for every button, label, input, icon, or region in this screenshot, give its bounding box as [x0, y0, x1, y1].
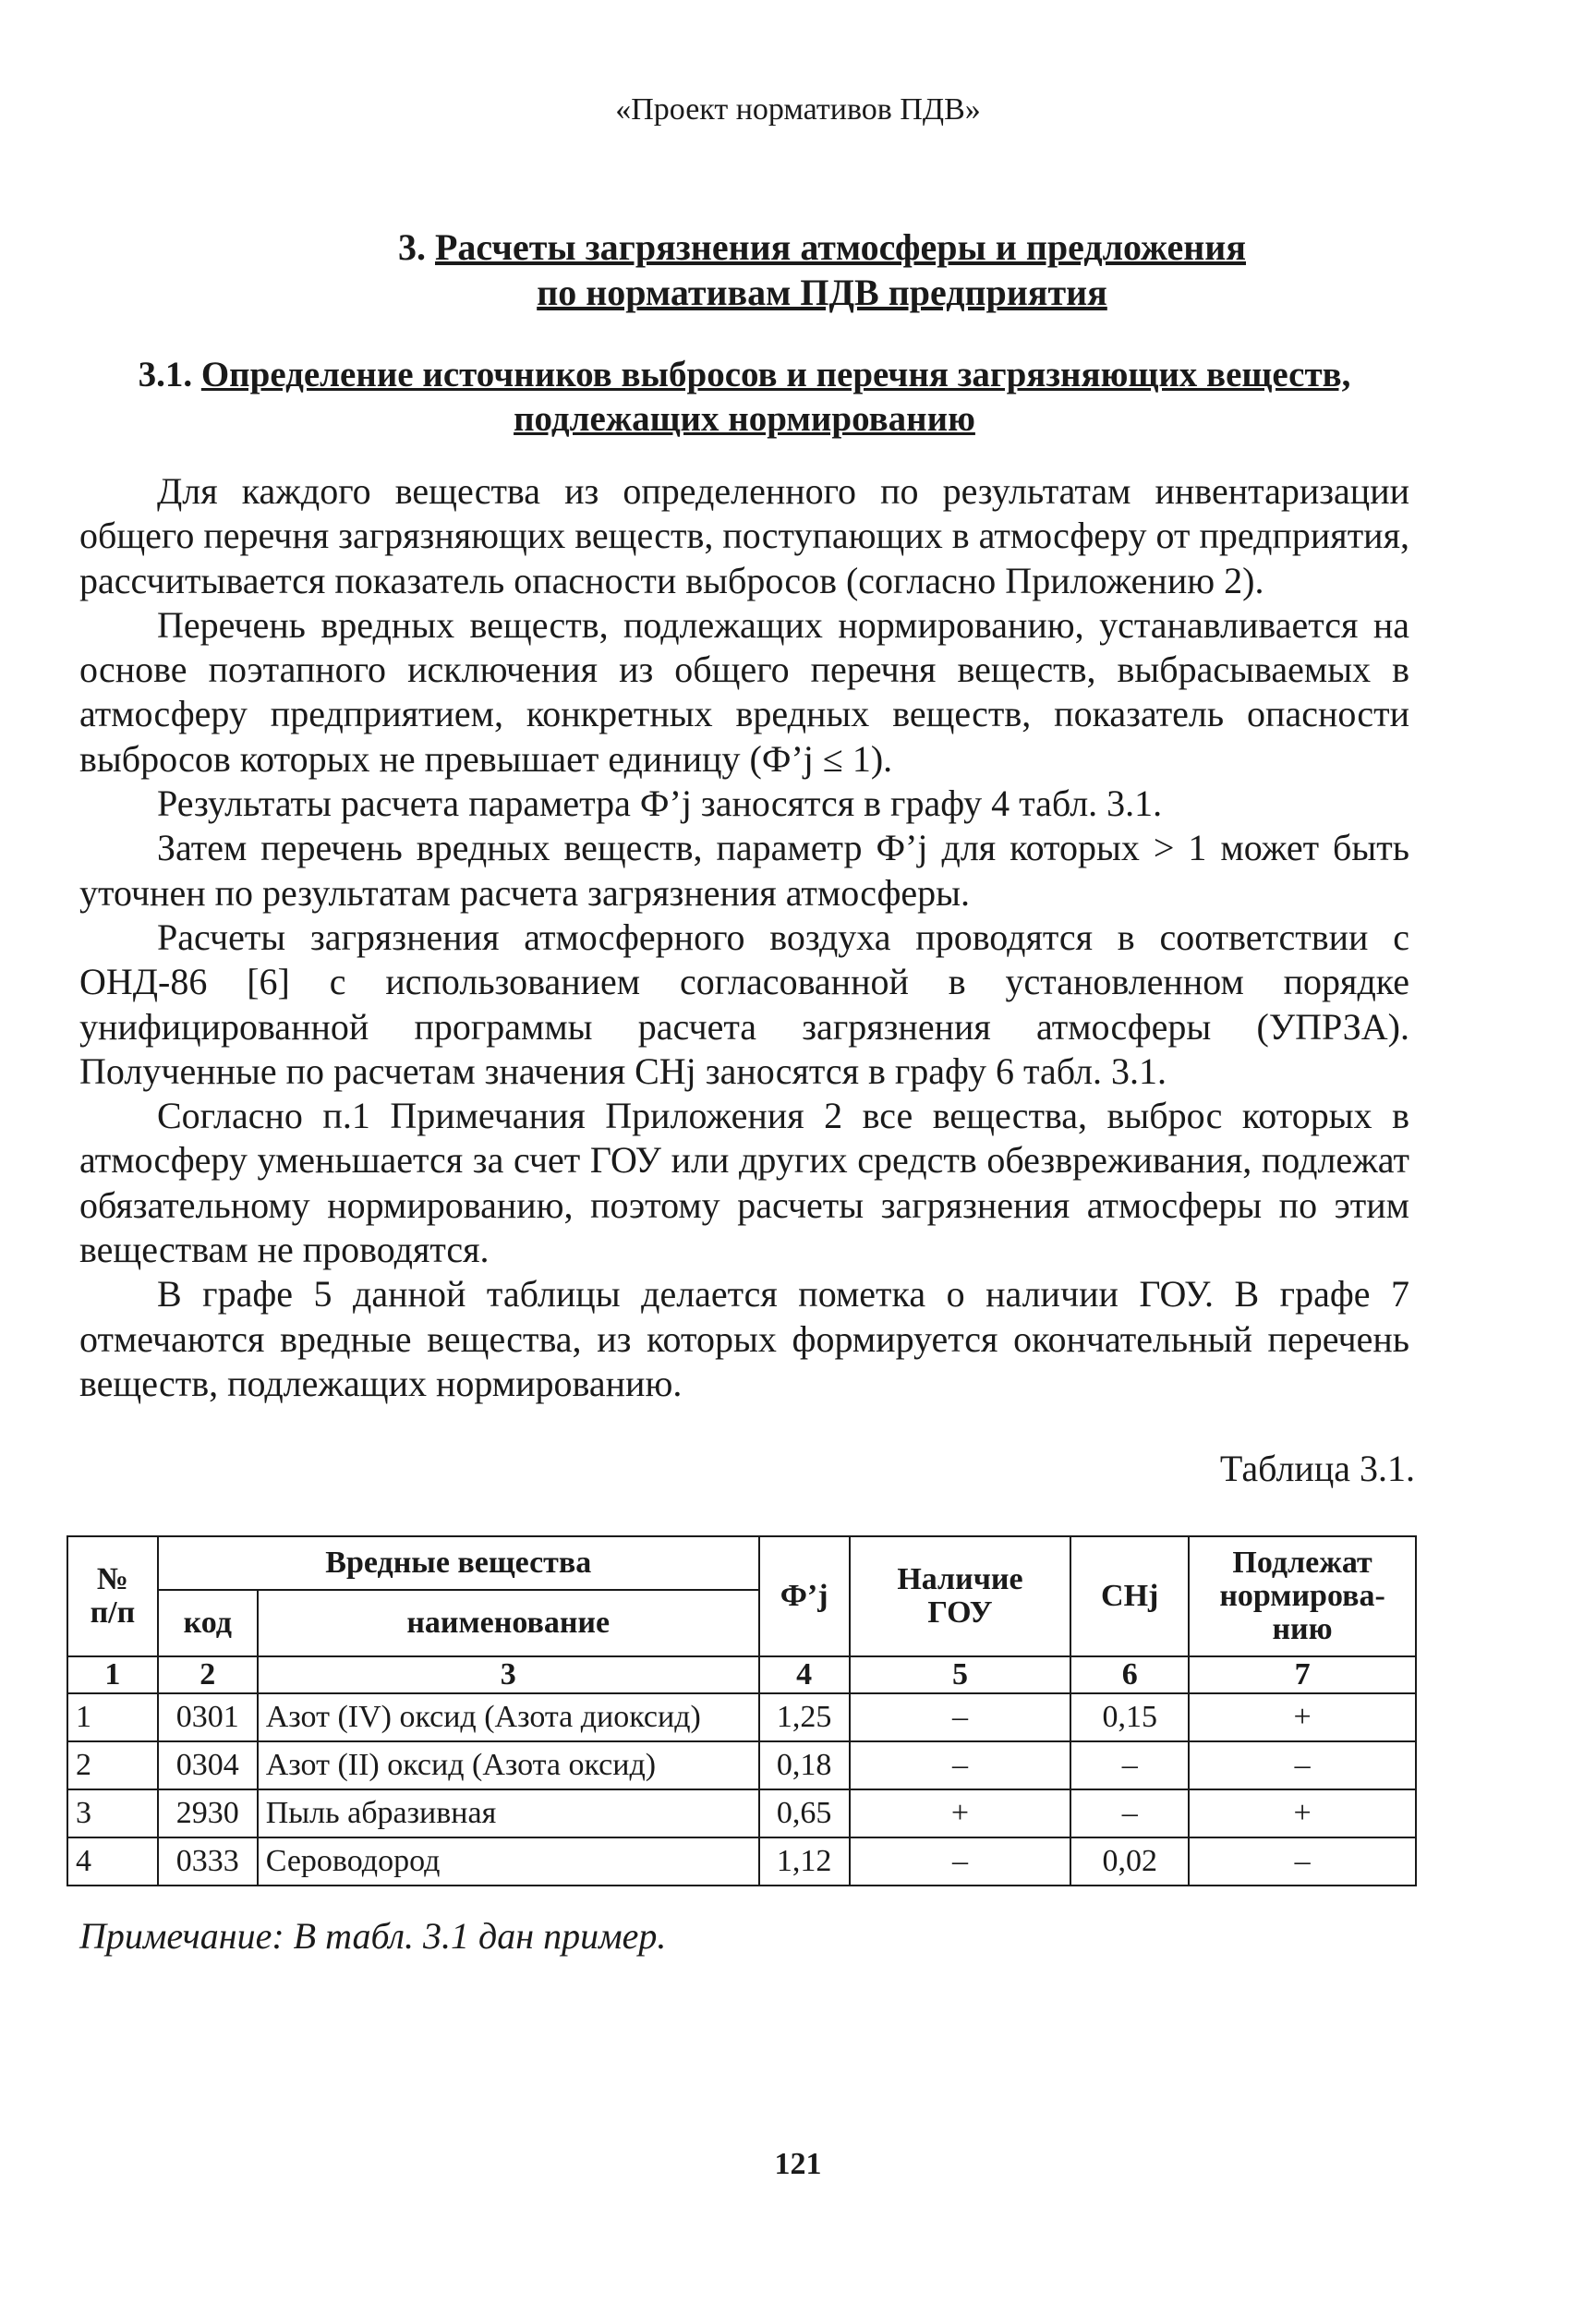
cell-ch: – — [1070, 1789, 1189, 1837]
cell-gou: – — [850, 1693, 1071, 1741]
header-norm-line-1: Подлежат — [1232, 1546, 1372, 1580]
column-number: 7 — [1189, 1656, 1416, 1693]
paragraph: Затем перечень вредных веществ, параметр Ф’j для которых > 1 может быть уточнен по результатам расчета загрязнения атмосферы. — [79, 827, 1409, 914]
cell-norm: – — [1189, 1837, 1416, 1886]
cell-phi: 0,65 — [759, 1789, 850, 1837]
header-phi: Ф’j — [759, 1536, 850, 1656]
cell-phi: 0,18 — [759, 1741, 850, 1789]
subsection-heading-line-2 — [70, 397, 1419, 442]
subsection-number: 3.1. — [138, 355, 193, 394]
table-row — [67, 1741, 1416, 1789]
header-norm-line-2: нормирова- — [1219, 1579, 1385, 1613]
cell-name: Пыль абразивная — [258, 1789, 759, 1837]
cell-code: 2930 — [158, 1789, 258, 1837]
cell-ch: 0,02 — [1070, 1837, 1189, 1886]
table-row — [67, 1837, 1416, 1886]
paragraph: Для каждого вещества из определенного по результатам инвентаризации общего перечня загрязняющих веществ, поступающих в атмосферу от предприятия, рассчитывается показатель опасности выбросов (согласно Приложению 2). — [79, 470, 1409, 601]
header-gou-line-2: ГОУ — [927, 1595, 993, 1630]
table-header-row — [67, 1536, 1416, 1590]
header-gou — [850, 1536, 1071, 1656]
header-norm — [1189, 1536, 1416, 1656]
cell-name: Сероводород — [258, 1837, 759, 1886]
cell-gou: – — [850, 1741, 1071, 1789]
cell-num: 1 — [67, 1693, 158, 1741]
cell-num: 3 — [67, 1789, 158, 1837]
cell-norm: + — [1189, 1789, 1416, 1837]
header-ch: CHj — [1070, 1536, 1189, 1656]
column-number: 5 — [850, 1656, 1071, 1693]
column-numbers-row — [67, 1656, 1416, 1693]
header-code: код — [158, 1590, 258, 1656]
body-text — [79, 469, 1409, 1406]
header-substances: Вредные вещества — [158, 1536, 759, 1590]
subsection-title-line-1: Определение источников выбросов и перечня загрязняющих веществ, — [200, 355, 1351, 394]
column-number: 6 — [1070, 1656, 1189, 1693]
cell-phi: 1,25 — [759, 1693, 850, 1741]
cell-ch: 0,15 — [1070, 1693, 1189, 1741]
header-norm-line-3: нию — [1272, 1612, 1333, 1646]
cell-code: 0301 — [158, 1693, 258, 1741]
table-row — [67, 1789, 1416, 1837]
page-number: 121 — [774, 2147, 822, 2181]
column-number: 2 — [158, 1656, 258, 1693]
cell-gou: + — [850, 1789, 1071, 1837]
header-num-line-2: п/п — [90, 1595, 136, 1630]
cell-ch: – — [1070, 1741, 1189, 1789]
header-num — [67, 1536, 158, 1656]
paragraph: В графе 5 данной таблицы делается пометка о наличии ГОУ. В графе 7 отмечаются вредные вещества, из которых формируется окончательный перечень веществ, подлежащих нормированию. — [79, 1273, 1409, 1404]
cell-num: 4 — [67, 1837, 158, 1886]
cell-code: 0304 — [158, 1741, 258, 1789]
table-row — [67, 1693, 1416, 1741]
subsection-heading — [70, 353, 1419, 442]
cell-code: 0333 — [158, 1837, 258, 1886]
section-title-line-1: Расчеты загрязнения атмосферы и предложения — [435, 226, 1246, 268]
cell-name: Азот (IV) оксид (Азота диоксид) — [258, 1693, 759, 1741]
header-num-line-1: № — [96, 1562, 128, 1596]
paragraph: Результаты расчета параметра Ф’j заносятся в графу 4 табл. 3.1. — [157, 782, 1163, 825]
header-gou-line-1: Наличие — [897, 1562, 1023, 1596]
table-caption: Таблица 3.1. — [1219, 1448, 1415, 1489]
paragraph: Перечень вредных веществ, подлежащих нормированию, устанавливается на основе поэтапного исключения из общего перечня веществ, выбрасываемых в атмосферу предприятием, конкретных вредных веществ, показатель опасности выбросов которых не превышает единицу (Ф’j ≤ 1). — [79, 603, 1409, 780]
header-name: наименование — [258, 1590, 759, 1656]
table-note: Примечание: В табл. 3.1 дан пример. — [79, 1915, 667, 1957]
running-header: «Проект нормативов ПДВ» — [615, 92, 981, 127]
section-heading — [166, 224, 1478, 315]
substances-table — [66, 1535, 1417, 1886]
subsection-heading-line-1 — [70, 353, 1419, 397]
cell-norm: + — [1189, 1693, 1416, 1741]
section-number: 3. — [398, 226, 426, 268]
cell-name: Азот (II) оксид (Азота оксид) — [258, 1741, 759, 1789]
section-title-line-2: по нормативам ПДВ предприятия — [537, 272, 1107, 313]
cell-gou: – — [850, 1837, 1071, 1886]
paragraph: Согласно п.1 Примечания Приложения 2 все вещества, выброс которых в атмосферу уменьшается за счет ГОУ или других средств обезвреживания, подлежат обязательному нормированию, поэтому расчеты загрязнения атмосферы по этим веществам не проводятся. — [79, 1095, 1409, 1271]
subsection-title-line-2: подлежащих нормированию — [514, 399, 975, 439]
section-heading-line-2 — [166, 270, 1478, 315]
column-number: 3 — [258, 1656, 759, 1693]
cell-phi: 1,12 — [759, 1837, 850, 1886]
cell-norm: – — [1189, 1741, 1416, 1789]
column-number: 1 — [67, 1656, 158, 1693]
column-number: 4 — [759, 1656, 850, 1693]
paragraph: Расчеты загрязнения атмосферного воздуха проводятся в соответствии с ОНД-86 [6] с использованием согласованной в установленном порядке унифицированной программы расчета загрязнения атмосферы (УПРЗА). Полученные по расчетам значения CHj заносятся в графу 6 табл. 3.1. — [79, 916, 1409, 1092]
cell-num: 2 — [67, 1741, 158, 1789]
section-heading-line-1 — [166, 224, 1478, 270]
